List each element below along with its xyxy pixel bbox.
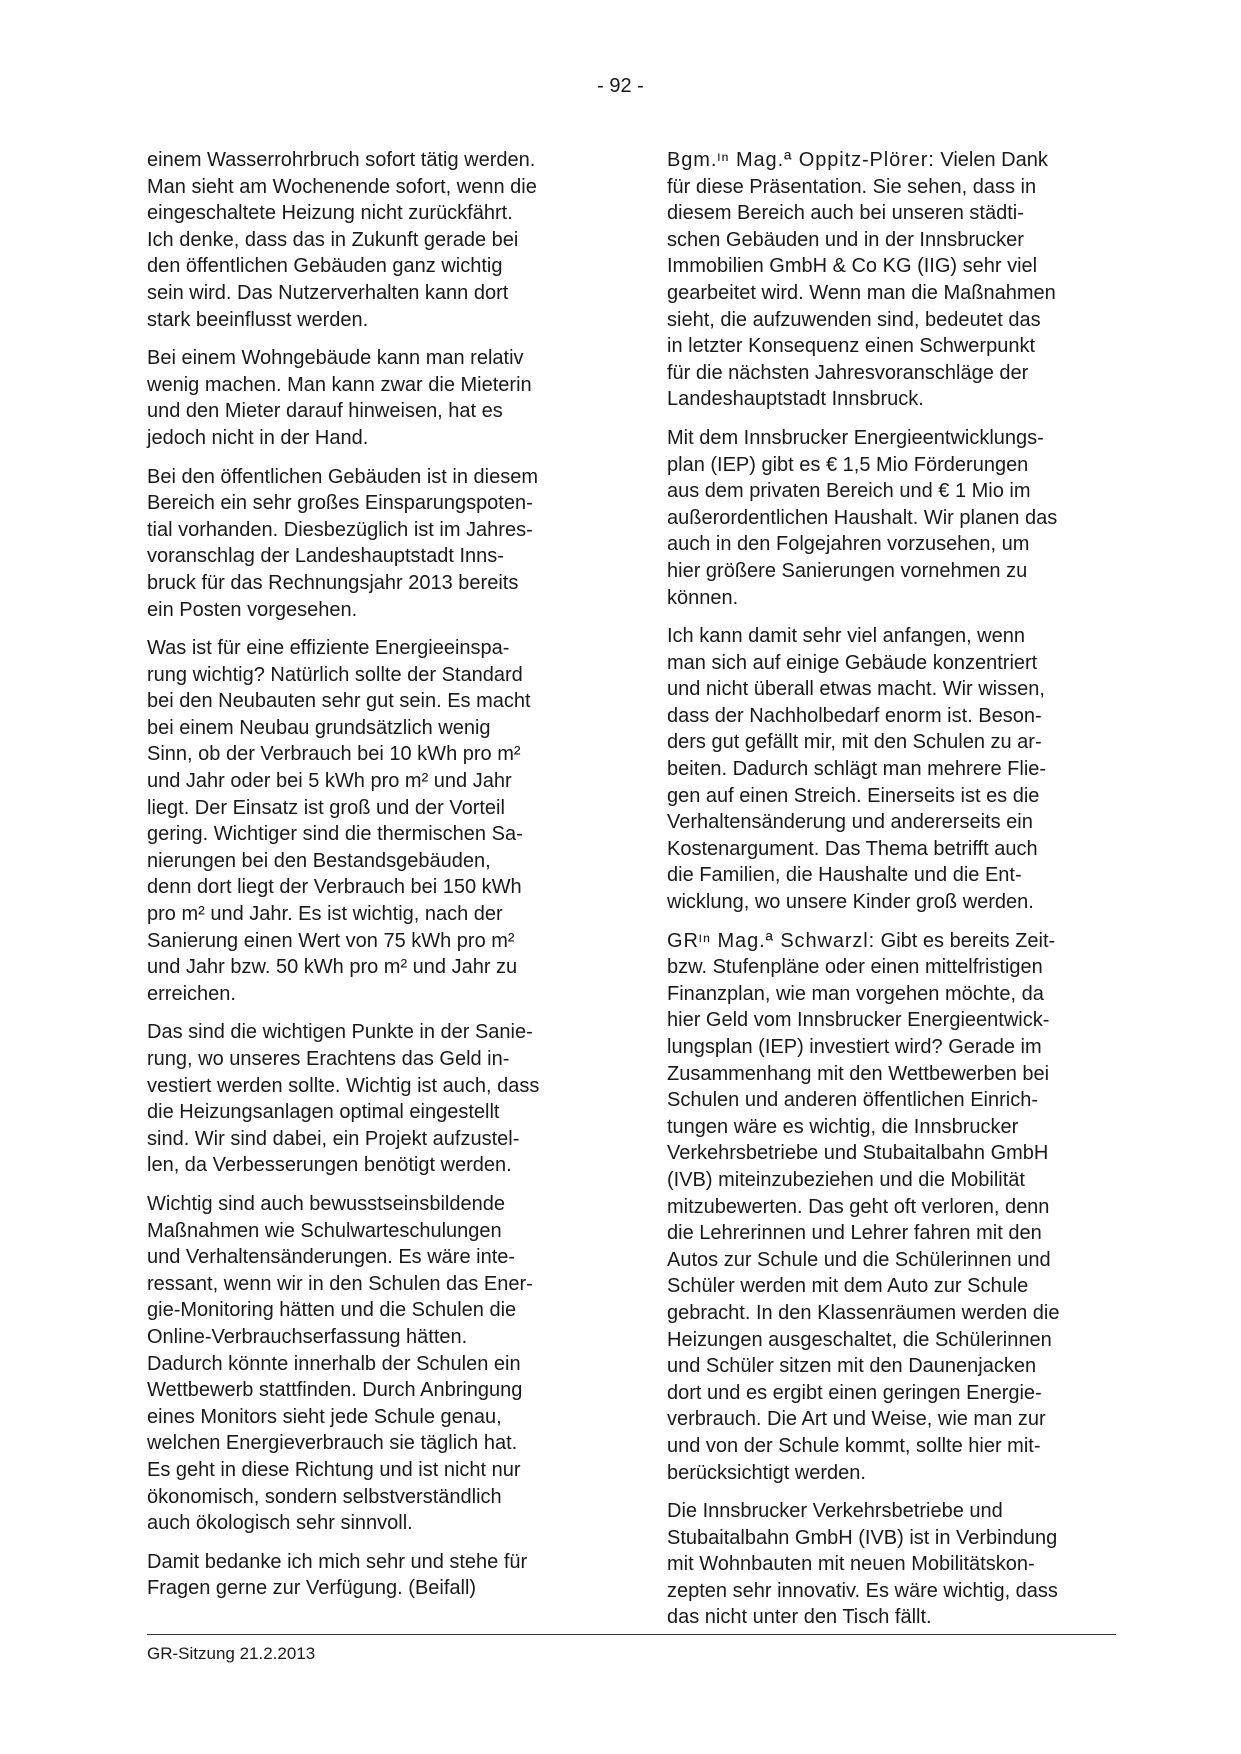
text-line: tial vorhanden. Diesbezüglich ist im Jahres- — [147, 518, 533, 541]
text-line: nierungen bei den Bestandsgebäuden, — [147, 849, 491, 872]
text-line: verbrauch. Die Art und Weise, wie man zur — [667, 1408, 1046, 1431]
text-line: Landeshauptstadt Innsbruck. — [667, 388, 924, 411]
text-line: Maßnahmen wie Schulwarteschulungen — [147, 1219, 502, 1242]
text-line: Immobilien GmbH & Co KG (IIG) sehr viel — [667, 255, 1038, 278]
text-line: gering. Wichtiger sind die thermischen Sa- — [147, 823, 523, 846]
text-line: eingeschaltete Heizung nicht zurückfährt. — [147, 202, 513, 225]
text-line: diesem Bereich auch bei unseren städti- — [667, 202, 1024, 225]
text-line — [667, 147, 1117, 174]
text-line: aus dem privaten Bereich und € 1 Mio im — [667, 480, 1031, 503]
text-line: auch ökologisch sehr sinnvoll. — [147, 1512, 413, 1535]
text-line: die Heizungsanlagen optimal eingestellt — [147, 1101, 500, 1124]
text-line: ein Posten vorgesehen. — [147, 598, 358, 621]
text-line: rung wichtig? Natürlich sollte der Standard — [147, 663, 523, 686]
text-line: Kostenargument. Das Thema betrifft auch — [667, 837, 1038, 860]
paragraph — [667, 623, 1117, 916]
text-line: hier Geld vom Innsbrucker Energieentwick- — [667, 1009, 1050, 1032]
text-line: Damit bedanke ich mich sehr und stehe für — [147, 1550, 528, 1573]
text-line: bei den Neubauten sehr gut sein. Es macht — [147, 690, 531, 713]
text-line: Schüler werden mit dem Auto zur Schule — [667, 1275, 1029, 1298]
text-line: gie-Monitoring hätten und die Schulen die — [147, 1299, 517, 1322]
text-line: Ich denke, dass das in Zukunft gerade bei — [147, 228, 519, 251]
text-line: rung, wo unseres Erachtens das Geld in- — [147, 1048, 510, 1070]
text-line: tungen wäre es wichtig, die Innsbrucker — [667, 1115, 1019, 1138]
text-line: mit Wohnbauten mit neuen Mobilitätskon- — [667, 1553, 1035, 1576]
text-line: erreichen. — [147, 982, 236, 1005]
text-line: Fragen gerne zur Verfügung. (Beifall) — [147, 1577, 477, 1600]
paragraph — [147, 464, 597, 624]
text-line: das nicht unter den Tisch fällt. — [667, 1606, 932, 1629]
paragraph — [147, 1549, 597, 1602]
text-line: Schulen und anderen öffentlichen Einrich- — [667, 1089, 1038, 1112]
text-line: Autos zur Schule und die Schülerinnen und — [667, 1248, 1051, 1271]
text-line: Bereich ein sehr großes Einsparungspoten- — [147, 492, 533, 515]
text-line: und Jahr bzw. 50 kWh pro m² und Jahr zu — [147, 956, 518, 979]
paragraph — [147, 147, 597, 333]
text-line: Dadurch könnte innerhalb der Schulen ein — [147, 1352, 521, 1375]
text-line: Bei einem Wohngebäude kann man relativ — [147, 347, 524, 370]
text-line: ressant, wenn wir in den Schulen das Ener- — [147, 1272, 533, 1295]
right-column — [667, 147, 1117, 1643]
text-line: lungsplan (IEP) investiert wird? Gerade im — [667, 1036, 1042, 1058]
text-line: bei einem Neubau grundsätzlich wenig — [147, 716, 491, 739]
text-line: bzw. Stufenpläne oder einen mittelfristigen — [667, 956, 1043, 979]
text-line: wicklung, wo unsere Kinder groß werden. — [667, 891, 1034, 914]
text-line: dass der Nachholbedarf enorm ist. Beson- — [667, 704, 1042, 727]
text-line: und von der Schule kommt, sollte hier mit- — [667, 1434, 1041, 1457]
text-line: man sich auf einige Gebäude konzentriert — [667, 651, 1038, 674]
text-line: welchen Energieverbrauch sie täglich hat. — [147, 1432, 518, 1455]
text-fragment: Vielen Dank — [934, 149, 1048, 171]
text-line: einem Wasserrohrbruch sofort tätig werden. — [147, 149, 536, 171]
text-line: für die nächsten Jahresvoranschläge der — [667, 361, 1029, 384]
text-line: Heizungen ausgeschaltet, die Schülerinnen — [667, 1328, 1052, 1351]
text-line: und den Mieter darauf hinweisen, hat es — [147, 400, 503, 423]
text-line: auch in den Folgejahren vorzusehen, um — [667, 533, 1030, 556]
text-line: Das sind die wichtigen Punkte in der Sanie- — [147, 1021, 533, 1044]
paragraph — [147, 1019, 597, 1179]
paragraph — [147, 635, 597, 1007]
paragraph — [147, 1191, 597, 1537]
paragraph — [667, 425, 1117, 611]
footer-session-label: GR-Sitzung 21.2.2013 — [147, 1644, 316, 1663]
text-line: (IVB) miteinzubeziehen und die Mobilität — [667, 1168, 1025, 1191]
paragraph — [667, 928, 1117, 1486]
text-line: außerordentlichen Haushalt. Wir planen das — [667, 506, 1058, 529]
text-line: für diese Präsentation. Sie sehen, dass in — [667, 175, 1037, 198]
text-line: len, da Verbesserungen benötigt werden. — [147, 1154, 512, 1177]
text-line: den öffentlichen Gebäuden ganz wichtig — [147, 255, 503, 278]
text-line: ders gut gefällt mir, mit den Schulen zu ar- — [667, 731, 1042, 754]
text-line: und Verhaltensänderungen. Es wäre inte- — [147, 1246, 516, 1269]
text-line: Verhaltensänderung und andererseits ein — [667, 811, 1033, 834]
text-line: Mit dem Innsbrucker Energieentwicklungs- — [667, 426, 1044, 449]
text-line: Es geht in diese Richtung und ist nicht nur — [147, 1458, 521, 1481]
text-line: in letzter Konsequenz einen Schwerpunkt — [667, 335, 1036, 358]
text-line: liegt. Der Einsatz ist groß und der Vorteil — [147, 796, 505, 819]
text-line: Wichtig sind auch bewusstseinsbildende — [147, 1192, 505, 1215]
speaker-name: GRᶦⁿ Mag.ª Schwarzl: — [667, 929, 876, 952]
text-line: Stubaitalbahn GmbH (IVB) ist in Verbindung — [667, 1526, 1058, 1549]
text-line: beiten. Dadurch schlägt man mehrere Flie- — [667, 758, 1047, 781]
text-line: Bei den öffentlichen Gebäuden ist in diesem — [147, 465, 539, 488]
text-line: jedoch nicht in der Hand. — [147, 426, 369, 449]
text-line: Verkehrsbetriebe und Stubaitalbahn GmbH — [667, 1142, 1049, 1165]
text-line: plan (IEP) gibt es € 1,5 Mio Förderungen — [667, 453, 1029, 476]
text-line: schen Gebäuden und in der Innsbrucker — [667, 228, 1024, 251]
text-line: zepten sehr innovativ. Es wäre wichtig, dass — [667, 1579, 1058, 1602]
text-line: berücksichtigt werden. — [667, 1461, 866, 1484]
paragraph — [147, 345, 597, 451]
text-line: gen auf einen Streich. Einerseits ist es die — [667, 784, 1040, 807]
text-line: die Familien, die Haushalte und die Ent- — [667, 864, 1022, 887]
text-line: eines Monitors sieht jede Schule genau, — [147, 1405, 502, 1428]
text-line: hier größere Sanierungen vornehmen zu — [667, 559, 1028, 582]
text-line: und Schüler sitzen mit den Daunenjacken — [667, 1355, 1037, 1378]
text-line: Die Innsbrucker Verkehrsbetriebe und — [667, 1500, 1003, 1523]
text-line: denn dort liegt der Verbrauch bei 150 kWh — [147, 876, 522, 899]
text-line: mitzubewerten. Das geht oft verloren, denn — [667, 1195, 1050, 1218]
text-line: Man sieht am Wochenende sofort, wenn die — [147, 175, 537, 198]
text-line: und nicht überall etwas macht. Wir wissen, — [667, 678, 1045, 701]
text-line: und Jahr oder bei 5 kWh pro m² und Jahr — [147, 770, 512, 793]
left-column — [147, 147, 597, 1614]
footer-divider — [147, 1634, 1116, 1635]
text-line: gebracht. In den Klassenräumen werden die — [667, 1301, 1060, 1324]
text-line: Online-Verbrauchserfassung hätten. — [147, 1325, 468, 1348]
text-line: Finanzplan, wie man vorgehen möchte, da — [667, 982, 1044, 1005]
speaker-name: Bgm.ᶦⁿ Mag.ª Oppitz-Plörer: — [667, 149, 935, 171]
text-line: vestiert werden sollte. Wichtig ist auch, dass — [147, 1074, 540, 1097]
text-line: ökonomisch, sondern selbstverständlich — [147, 1485, 502, 1508]
text-line: sieht, die aufzuwenden sind, bedeutet das — [667, 308, 1041, 331]
text-line: Zusammenhang mit den Wettbewerben bei — [667, 1062, 1050, 1085]
text-line: Sanierung einen Wert von 75 kWh pro m² — [147, 929, 515, 952]
text-line: pro m² und Jahr. Es ist wichtig, nach der — [147, 903, 503, 926]
text-line: Wettbewerb stattfinden. Durch Anbringung — [147, 1379, 523, 1402]
page-number: - 92 - — [597, 75, 644, 97]
paragraph — [667, 147, 1117, 413]
text-line: Sinn, ob der Verbrauch bei 10 kWh pro m² — [147, 743, 521, 766]
text-line: die Lehrerinnen und Lehrer fahren mit den — [667, 1222, 1042, 1245]
text-line: Ich kann damit sehr viel anfangen, wenn — [667, 625, 1025, 648]
text-line: bruck für das Rechnungsjahr 2013 bereits — [147, 571, 519, 594]
text-line: können. — [667, 586, 739, 609]
paragraph — [667, 1498, 1117, 1631]
text-fragment: Gibt es bereits Zeit- — [875, 929, 1056, 952]
text-line: sein wird. Das Nutzerverhalten kann dort — [147, 281, 509, 304]
text-line — [667, 928, 1117, 955]
text-line: wenig machen. Man kann zwar die Mieterin — [147, 373, 532, 396]
text-line: stark beeinflusst werden. — [147, 308, 369, 331]
text-line: dort und es ergibt einen geringen Energie- — [667, 1381, 1042, 1404]
text-line: voranschlag der Landeshauptstadt Inns- — [147, 545, 504, 568]
text-line: gearbeitet wird. Wenn man die Maßnahmen — [667, 281, 1056, 304]
text-line: sind. Wir sind dabei, ein Projekt aufzustel- — [147, 1127, 520, 1150]
text-line: Was ist für eine effiziente Energieeinspa- — [147, 637, 510, 660]
